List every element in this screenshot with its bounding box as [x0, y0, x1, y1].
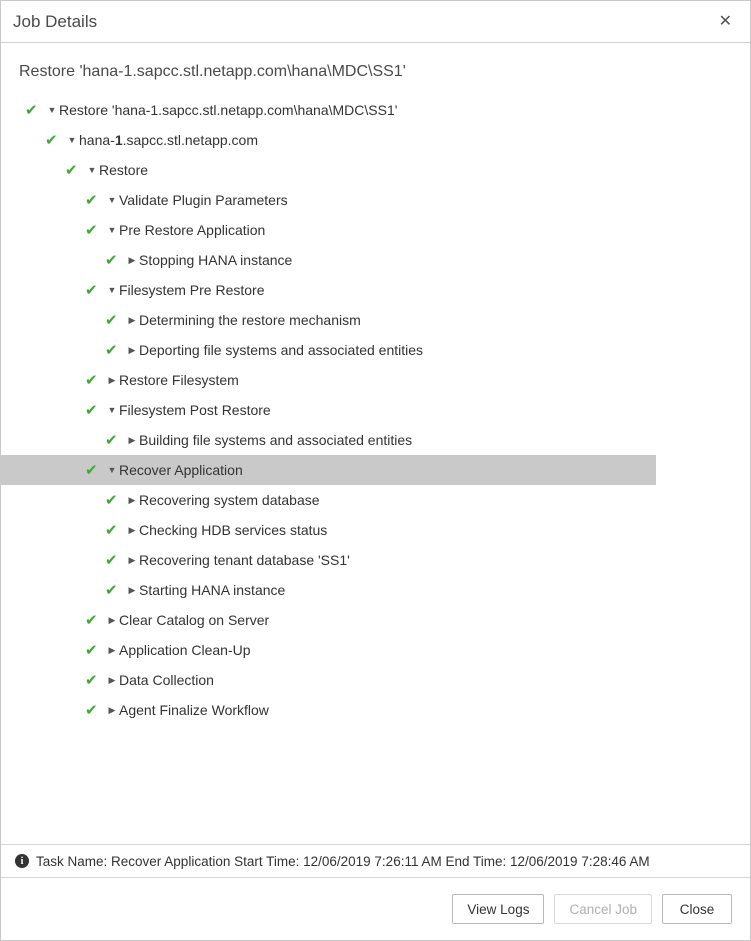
tree-item[interactable]	[1, 605, 750, 635]
chevron-right-icon[interactable]: ▶	[128, 344, 136, 355]
success-check-icon: ✔	[85, 671, 98, 689]
chevron-right-icon[interactable]: ▶	[108, 374, 116, 385]
dialog-titlebar	[1, 1, 750, 43]
success-check-icon: ✔	[85, 401, 98, 419]
tree-item-label: Agent Finalize Workflow	[119, 702, 269, 718]
tree-item-label: Deporting file systems and associated entities	[139, 342, 424, 358]
tree-item[interactable]	[1, 695, 750, 725]
success-check-icon: ✔	[45, 131, 58, 149]
tree-item[interactable]	[1, 515, 750, 545]
success-check-icon: ✔	[105, 581, 118, 599]
info-icon: i	[15, 854, 29, 868]
success-check-icon: ✔	[105, 251, 118, 269]
chevron-down-icon[interactable]: ▼	[47, 104, 57, 115]
dialog-button-bar	[1, 878, 750, 940]
success-check-icon: ✔	[65, 161, 78, 179]
tree-item-label: Determining the restore mechanism	[139, 312, 361, 328]
tree-item[interactable]	[1, 305, 750, 335]
tree-item-label: Stopping HANA instance	[139, 252, 293, 268]
tree-item[interactable]	[1, 155, 750, 185]
tree-item[interactable]	[1, 545, 750, 575]
chevron-down-icon[interactable]: ▼	[107, 464, 117, 475]
tree-item-label: Starting HANA instance	[139, 582, 286, 598]
chevron-right-icon[interactable]: ▶	[108, 644, 116, 655]
close-icon[interactable]: ✕	[718, 12, 732, 30]
success-check-icon: ✔	[85, 191, 98, 209]
tree-item-label: Building file systems and associated entities	[139, 432, 413, 448]
tree-item[interactable]	[1, 575, 750, 605]
chevron-right-icon[interactable]: ▶	[128, 314, 136, 325]
tree-item-label: Recovering tenant database 'SS1'	[139, 552, 350, 568]
chevron-right-icon[interactable]: ▶	[128, 554, 136, 565]
tree-item-label: Restore	[99, 162, 149, 178]
success-check-icon: ✔	[105, 341, 118, 359]
chevron-down-icon[interactable]: ▼	[107, 404, 117, 415]
close-button[interactable]: Close	[662, 894, 732, 924]
success-check-icon: ✔	[105, 521, 118, 539]
chevron-right-icon[interactable]: ▶	[108, 614, 116, 625]
tree-item-label: hana-1.sapcc.stl.netapp.com	[79, 132, 259, 148]
tree-item[interactable]	[1, 215, 750, 245]
chevron-right-icon[interactable]: ▶	[108, 674, 116, 685]
tree-item[interactable]	[1, 485, 750, 515]
tree-item-label: Restore 'hana-1.sapcc.stl.netapp.com\hana\MDC\SS1'	[59, 102, 398, 118]
success-check-icon: ✔	[85, 701, 98, 719]
tree-item[interactable]	[1, 245, 750, 275]
chevron-right-icon[interactable]: ▶	[108, 704, 116, 715]
tree-item[interactable]	[1, 125, 750, 155]
success-check-icon: ✔	[85, 221, 98, 239]
status-bar	[1, 844, 750, 878]
tree-item-label: Checking HDB services status	[139, 522, 328, 538]
job-task-tree	[1, 95, 750, 725]
tree-item-label: Pre Restore Application	[119, 222, 266, 238]
tree-item-label: Recovering system database	[139, 492, 320, 508]
tree-item[interactable]	[1, 95, 750, 125]
tree-item-label: Application Clean-Up	[119, 642, 251, 658]
tree-item[interactable]	[1, 335, 750, 365]
chevron-down-icon[interactable]: ▼	[107, 194, 117, 205]
tree-item[interactable]	[1, 665, 750, 695]
dialog-title: Job Details	[13, 11, 98, 31]
success-check-icon: ✔	[85, 281, 98, 299]
tree-item-label: Filesystem Post Restore	[119, 402, 271, 418]
chevron-right-icon[interactable]: ▶	[128, 494, 136, 505]
tree-item[interactable]	[1, 395, 750, 425]
chevron-right-icon[interactable]: ▶	[128, 524, 136, 535]
chevron-down-icon[interactable]: ▼	[67, 134, 77, 145]
success-check-icon: ✔	[85, 611, 98, 629]
success-check-icon: ✔	[105, 491, 118, 509]
success-check-icon: ✔	[105, 431, 118, 449]
chevron-down-icon[interactable]: ▼	[107, 224, 117, 235]
tree-item-label: Filesystem Pre Restore	[119, 282, 265, 298]
tree-item[interactable]	[1, 185, 750, 215]
tree-item-label: Data Collection	[119, 672, 214, 688]
tree-item[interactable]	[1, 635, 750, 665]
success-check-icon: ✔	[85, 371, 98, 389]
chevron-down-icon[interactable]: ▼	[107, 284, 117, 295]
tree-item[interactable]	[1, 365, 750, 395]
chevron-right-icon[interactable]: ▶	[128, 434, 136, 445]
success-check-icon: ✔	[105, 311, 118, 329]
success-check-icon: ✔	[105, 551, 118, 569]
tree-item[interactable]	[1, 455, 656, 485]
view-logs-button[interactable]: View Logs	[452, 894, 544, 924]
tree-item-label: Validate Plugin Parameters	[119, 192, 288, 208]
tree-item-label: Clear Catalog on Server	[119, 612, 270, 628]
tree-item[interactable]	[1, 275, 750, 305]
chevron-right-icon[interactable]: ▶	[128, 254, 136, 265]
tree-item-label: Recover Application	[119, 462, 243, 478]
tree-item[interactable]	[1, 425, 750, 455]
dialog-content	[1, 43, 750, 844]
success-check-icon: ✔	[85, 641, 98, 659]
chevron-down-icon[interactable]: ▼	[87, 164, 97, 175]
status-text: Task Name: Recover Application Start Time: 12/06/2019 7:26:11 AM End Time: 12/06/2019 7:28:46 AM	[36, 853, 650, 869]
success-check-icon: ✔	[25, 101, 38, 119]
chevron-right-icon[interactable]: ▶	[128, 584, 136, 595]
tree-item-label: Restore Filesystem	[119, 372, 239, 388]
success-check-icon: ✔	[85, 461, 98, 479]
cancel-job-button: Cancel Job	[554, 894, 652, 924]
page-title: Restore 'hana-1.sapcc.stl.netapp.com\hana\MDC\SS1'	[19, 63, 406, 80]
